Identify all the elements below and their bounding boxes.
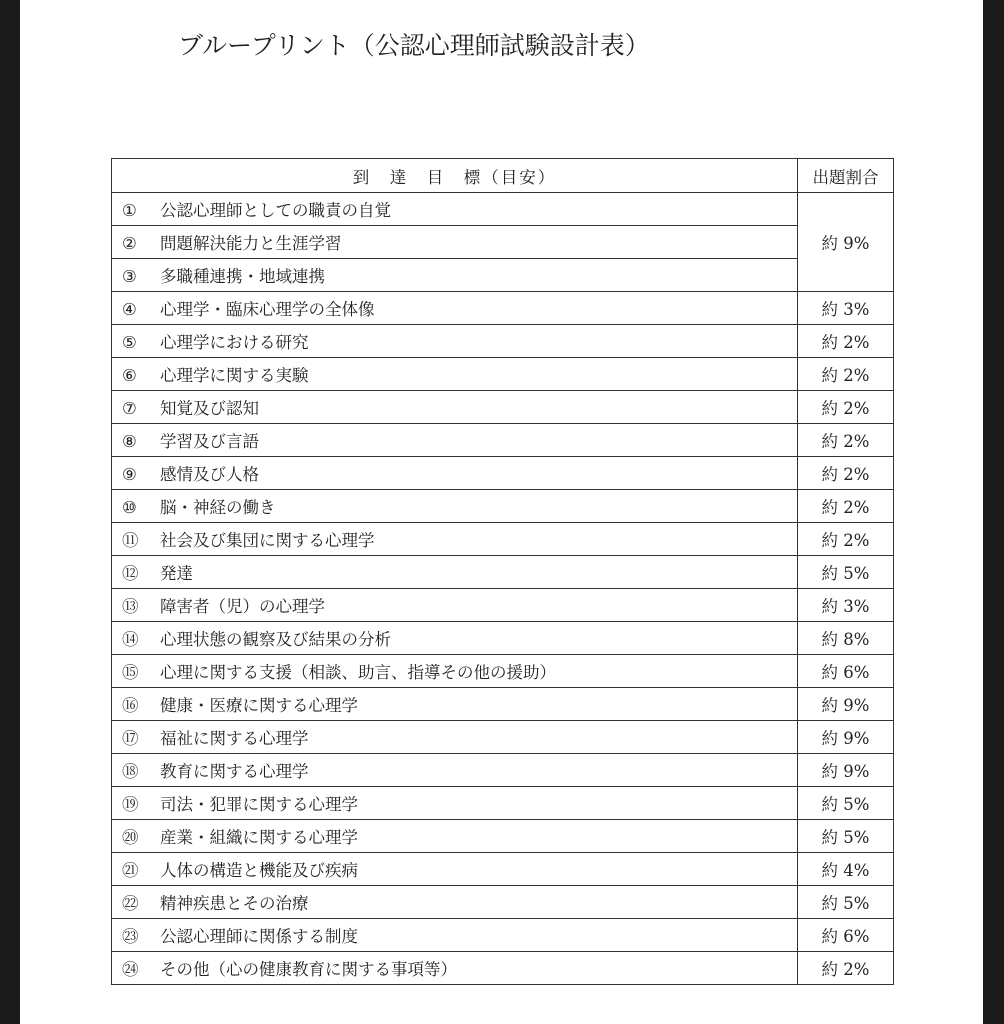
- table-row: [112, 523, 894, 556]
- goal-number: ⑩: [122, 498, 137, 517]
- goal-cell: [112, 292, 798, 325]
- ratio-cell: 約 2%: [798, 457, 894, 490]
- table-row: [112, 358, 894, 391]
- ratio-cell: 約 2%: [798, 523, 894, 556]
- goal-number: ②: [122, 234, 137, 253]
- table-row: [112, 424, 894, 457]
- goal-cell: [112, 853, 798, 886]
- goal-number: ③: [122, 267, 137, 286]
- ratio-cell: 約 4%: [798, 853, 894, 886]
- table-header-row: [112, 159, 894, 193]
- ratio-cell: 約 2%: [798, 424, 894, 457]
- goal-cell: [112, 358, 798, 391]
- goal-text: 心理に関する支援（相談、助言、指導その他の援助）: [160, 663, 556, 682]
- ratio-cell: 約 2%: [798, 358, 894, 391]
- ratio-cell: 約 9%: [798, 721, 894, 754]
- goal-text: 知覚及び認知: [160, 399, 259, 418]
- table-row: [112, 688, 894, 721]
- goal-cell: [112, 754, 798, 787]
- table-row: [112, 556, 894, 589]
- goal-text: 脳・神経の働き: [160, 498, 276, 517]
- goal-number: ⑲: [122, 795, 139, 814]
- goal-number: ⑥: [122, 366, 137, 385]
- blueprint-table: [111, 158, 894, 985]
- goal-number: ㉓: [122, 927, 139, 946]
- goal-text: 福祉に関する心理学: [160, 729, 309, 748]
- goal-cell: [112, 787, 798, 820]
- goal-number: ⑰: [122, 729, 139, 748]
- table-row: [112, 754, 894, 787]
- goal-cell: [112, 556, 798, 589]
- goal-number: ⑤: [122, 333, 137, 352]
- goal-number: ⑬: [122, 597, 139, 616]
- table-body: [112, 193, 894, 985]
- table-row: [112, 292, 894, 325]
- goal-text: 問題解決能力と生涯学習: [160, 234, 342, 253]
- table-row: [112, 193, 894, 226]
- table-row: [112, 325, 894, 358]
- goal-text: 教育に関する心理学: [160, 762, 309, 781]
- ratio-cell: 約 2%: [798, 391, 894, 424]
- goal-cell: [112, 655, 798, 688]
- table-row: [112, 655, 894, 688]
- goal-number: ㉔: [122, 960, 139, 979]
- goal-number: ⑱: [122, 762, 139, 781]
- ratio-cell: 約 6%: [798, 919, 894, 952]
- goal-text: 心理状態の観察及び結果の分析: [160, 630, 391, 649]
- table-row: [112, 391, 894, 424]
- ratio-cell: 約 3%: [798, 589, 894, 622]
- goal-cell: [112, 952, 798, 985]
- goal-cell: [112, 226, 798, 259]
- goal-number: ⑯: [122, 696, 139, 715]
- goal-cell: [112, 523, 798, 556]
- goal-cell: [112, 391, 798, 424]
- goal-cell: [112, 688, 798, 721]
- goal-text: 公認心理師としての職責の自覚: [160, 201, 391, 220]
- goal-text: 心理学に関する実験: [160, 366, 309, 385]
- goal-text: 学習及び言語: [160, 432, 259, 451]
- table-row: [112, 853, 894, 886]
- table-row: [112, 490, 894, 523]
- goal-number: ⑮: [122, 663, 139, 682]
- goal-number: ㉒: [122, 894, 139, 913]
- goal-cell: [112, 457, 798, 490]
- goal-text: 司法・犯罪に関する心理学: [160, 795, 358, 814]
- ratio-cell: 約 9%: [798, 754, 894, 787]
- goal-text: その他（心の健康教育に関する事項等）: [160, 960, 457, 979]
- goal-cell: [112, 259, 798, 292]
- goal-number: ⑦: [122, 399, 137, 418]
- page-title: ブループリント（公認心理師試験設計表）: [178, 31, 650, 60]
- goal-cell: [112, 589, 798, 622]
- ratio-cell: 約 5%: [798, 556, 894, 589]
- ratio-cell: 約 2%: [798, 952, 894, 985]
- goal-text: 産業・組織に関する心理学: [160, 828, 358, 847]
- goal-number: ⑧: [122, 432, 137, 451]
- goal-number: ㉑: [122, 861, 139, 880]
- goal-text: 公認心理師に関係する制度: [160, 927, 358, 946]
- goal-text: 感情及び人格: [160, 465, 259, 484]
- goal-cell: [112, 919, 798, 952]
- goal-text: 心理学における研究: [160, 333, 309, 352]
- document-page: [20, 0, 983, 1024]
- table-row: [112, 622, 894, 655]
- ratio-cell: 約 8%: [798, 622, 894, 655]
- ratio-cell: 約 5%: [798, 787, 894, 820]
- goal-number: ⑨: [122, 465, 137, 484]
- header-goal: 到 達 目 標（目安）: [112, 159, 798, 193]
- table-row: [112, 457, 894, 490]
- table-row: [112, 589, 894, 622]
- ratio-cell: 約 2%: [798, 325, 894, 358]
- table-row: [112, 787, 894, 820]
- table-row: [112, 919, 894, 952]
- table-row: [112, 226, 894, 259]
- table-row: [112, 259, 894, 292]
- goal-number: ⑭: [122, 630, 139, 649]
- goal-number: ⑪: [122, 531, 139, 550]
- goal-number: ⑳: [122, 828, 139, 847]
- goal-text: 社会及び集団に関する心理学: [160, 531, 375, 550]
- ratio-cell: 約 5%: [798, 820, 894, 853]
- goal-number: ①: [122, 201, 137, 220]
- goal-text: 人体の構造と機能及び疾病: [160, 861, 358, 880]
- goal-text: 健康・医療に関する心理学: [160, 696, 358, 715]
- table-row: [112, 721, 894, 754]
- goal-cell: [112, 622, 798, 655]
- ratio-cell: 約 9%: [798, 688, 894, 721]
- ratio-cell: 約 5%: [798, 886, 894, 919]
- goal-cell: [112, 490, 798, 523]
- goal-cell: [112, 721, 798, 754]
- goal-cell: [112, 886, 798, 919]
- goal-number: ④: [122, 300, 137, 319]
- goal-text: 心理学・臨床心理学の全体像: [160, 300, 375, 319]
- ratio-cell: 約 9%: [798, 193, 894, 292]
- ratio-cell: 約 2%: [798, 490, 894, 523]
- goal-number: ⑫: [122, 564, 139, 583]
- table-row: [112, 820, 894, 853]
- ratio-cell: 約 6%: [798, 655, 894, 688]
- goal-cell: [112, 820, 798, 853]
- goal-text: 障害者（児）の心理学: [160, 597, 325, 616]
- goal-text: 精神疾患とその治療: [160, 894, 309, 913]
- goal-cell: [112, 325, 798, 358]
- header-ratio: 出題割合: [798, 159, 894, 193]
- table-row: [112, 886, 894, 919]
- ratio-cell: 約 3%: [798, 292, 894, 325]
- goal-text: 多職種連携・地域連携: [160, 267, 325, 286]
- goal-text: 発達: [160, 564, 193, 583]
- goal-cell: [112, 193, 798, 226]
- table-row: [112, 952, 894, 985]
- goal-cell: [112, 424, 798, 457]
